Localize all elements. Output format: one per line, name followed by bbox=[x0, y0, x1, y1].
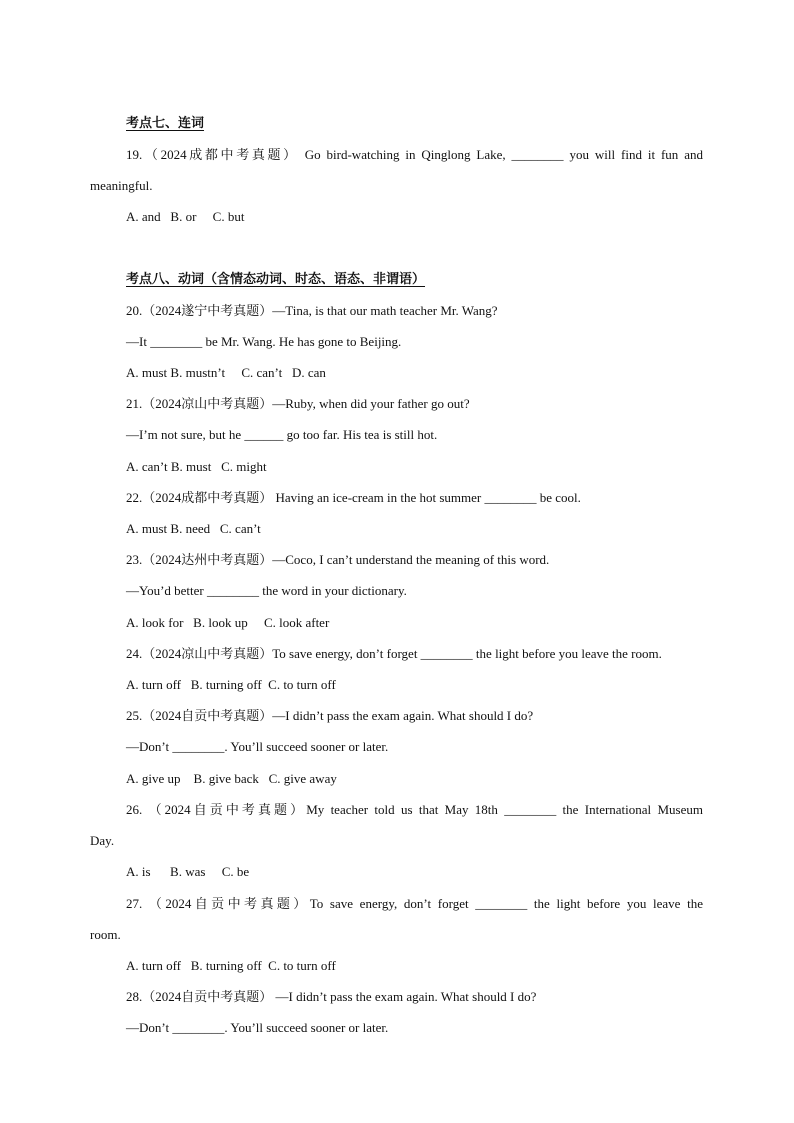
question-26-stem-continuation: Day. bbox=[90, 833, 115, 848]
question-23-reply: —You’d better ________ the word in your dictionary. bbox=[126, 583, 407, 598]
section-heading-conjunctions: 考点七、连词 bbox=[126, 116, 205, 131]
question-25-options: A. give up B. give back C. give away bbox=[126, 771, 337, 786]
question-24-stem: 24.（2024凉山中考真题）To save energy, don’t forget ________ the light before you leave the room. bbox=[126, 646, 662, 661]
question-27-stem: 27. （2024自贡中考真题）To save energy, don’t forget ________ the light before you leave the bbox=[126, 896, 703, 911]
question-23-options: A. look for B. look up C. look after bbox=[126, 615, 330, 630]
question-27-options: A. turn off B. turning off C. to turn off bbox=[126, 958, 336, 973]
question-20-options: A. must B. mustn’t C. can’t D. can bbox=[126, 365, 326, 380]
question-26-stem: 26. （2024自贡中考真题）My teacher told us that May 18th ________ the International Museum bbox=[126, 802, 703, 817]
question-20-reply: —It ________ be Mr. Wang. He has gone to Beijing. bbox=[126, 334, 402, 349]
question-25-reply: —Don’t ________. You’ll succeed sooner or later. bbox=[126, 739, 389, 754]
question-25-stem: 25.（2024自贡中考真题）—I didn’t pass the exam again. What should I do? bbox=[126, 708, 534, 723]
question-19-options: A. and B. or C. but bbox=[126, 209, 245, 224]
question-21-reply: —I’m not sure, but he ______ go too far. His tea is still hot. bbox=[126, 427, 438, 442]
question-20-stem: 20.（2024遂宁中考真题）—Tina, is that our math teacher Mr. Wang? bbox=[126, 303, 498, 318]
question-21-stem: 21.（2024凉山中考真题）—Ruby, when did your father go out? bbox=[126, 396, 470, 411]
question-21-options: A. can’t B. must C. might bbox=[126, 459, 267, 474]
question-22-options: A. must B. need C. can’t bbox=[126, 521, 261, 536]
question-28-reply: —Don’t ________. You’ll succeed sooner or later. bbox=[126, 1020, 389, 1035]
question-28-stem: 28.（2024自贡中考真题） —I didn’t pass the exam again. What should I do? bbox=[126, 989, 537, 1004]
question-27-stem-continuation: room. bbox=[90, 927, 121, 942]
question-23-stem: 23.（2024达州中考真题）—Coco, I can’t understand the meaning of this word. bbox=[126, 552, 550, 567]
section-heading-verbs: 考点八、动词（含情态动词、时态、语态、非谓语） bbox=[126, 272, 426, 287]
question-19-stem: 19.（2024成都中考真题） Go bird-watching in Qinglong Lake, ________ you will find it fun and bbox=[126, 147, 703, 162]
question-22-stem: 22.（2024成都中考真题） Having an ice-cream in the hot summer ________ be cool. bbox=[126, 490, 581, 505]
question-24-options: A. turn off B. turning off C. to turn off bbox=[126, 677, 336, 692]
question-19-stem-continuation: meaningful. bbox=[90, 178, 153, 193]
question-26-options: A. is B. was C. be bbox=[126, 864, 250, 879]
